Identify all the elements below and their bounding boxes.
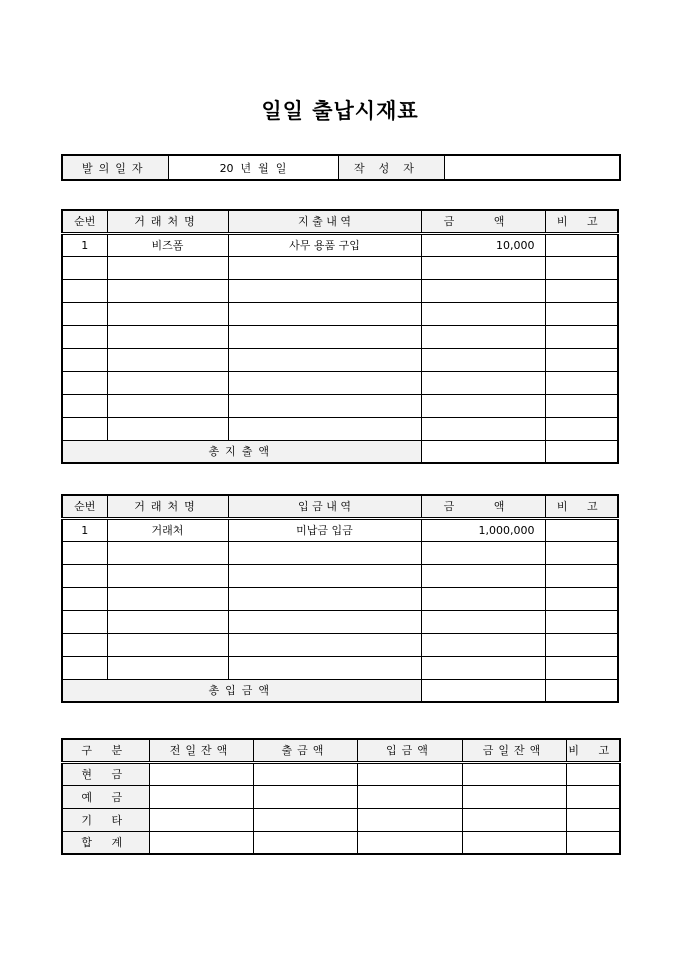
income-cell-desc[interactable] [228, 587, 421, 610]
expense-header-0: 순번 [62, 210, 107, 233]
expense-cell-amount[interactable]: 10,000 [421, 233, 545, 256]
table-row [62, 564, 618, 587]
expense-cell-desc[interactable] [228, 371, 421, 394]
date-label: 발의일자 [62, 155, 168, 180]
expense-cell-amount[interactable] [421, 417, 545, 440]
income-cell-vendor[interactable] [107, 564, 228, 587]
expense-cell-desc[interactable]: 사무 용품 구입 [228, 233, 421, 256]
expense-cell-no[interactable] [62, 302, 107, 325]
expense-cell-note[interactable] [545, 417, 618, 440]
income-cell-vendor[interactable] [107, 633, 228, 656]
balance-cell[interactable] [357, 831, 462, 854]
balance-header-2: 출금액 [253, 739, 357, 762]
table-row [62, 233, 618, 256]
expense-cell-vendor[interactable] [107, 417, 228, 440]
expense-cell-desc[interactable] [228, 417, 421, 440]
income-cell-desc[interactable] [228, 633, 421, 656]
expense-cell-vendor[interactable] [107, 279, 228, 302]
expense-header-1: 거래처명 [107, 210, 228, 233]
income-cell-amount[interactable] [421, 541, 545, 564]
balance-header-5: 비 고 [566, 739, 620, 762]
expense-cell-amount[interactable] [421, 348, 545, 371]
income-cell-note[interactable] [545, 656, 618, 679]
income-table [61, 494, 619, 703]
income-cell-no[interactable] [62, 587, 107, 610]
expense-table [61, 209, 619, 464]
table-row [62, 256, 618, 279]
income-cell-vendor[interactable]: 거래처 [107, 518, 228, 541]
balance-cell[interactable] [462, 808, 566, 831]
expense-cell-amount[interactable] [421, 279, 545, 302]
expense-cell-vendor[interactable] [107, 325, 228, 348]
income-cell-amount[interactable] [421, 610, 545, 633]
table-row [62, 348, 618, 371]
income-cell-amount[interactable] [421, 564, 545, 587]
expense-cell-amount[interactable] [421, 394, 545, 417]
balance-cell[interactable] [566, 785, 620, 808]
income-cell-note[interactable] [545, 541, 618, 564]
balance-cell[interactable] [462, 762, 566, 785]
expense-cell-no[interactable] [62, 256, 107, 279]
expense-cell-no[interactable] [62, 371, 107, 394]
table-row [62, 762, 620, 785]
balance-body [62, 739, 620, 854]
income-cell-desc[interactable] [228, 656, 421, 679]
table-row [62, 656, 618, 679]
income-header-2: 입 금 내 역 [228, 495, 421, 518]
page-title: 일일 출납시재표 [261, 99, 419, 123]
balance-cell[interactable] [149, 831, 253, 854]
expense-cell-desc[interactable] [228, 348, 421, 371]
info-table [61, 154, 621, 181]
balance-cell[interactable] [566, 831, 620, 854]
income-cell-amount[interactable] [421, 633, 545, 656]
income-cell-vendor[interactable] [107, 656, 228, 679]
balance-cell[interactable] [566, 762, 620, 785]
table-row [62, 302, 618, 325]
expense-cell-desc[interactable] [228, 325, 421, 348]
income-cell-no[interactable]: 1 [62, 518, 107, 541]
table-row [62, 371, 618, 394]
expense-cell-note[interactable] [545, 371, 618, 394]
balance-cell[interactable] [149, 785, 253, 808]
income-cell-amount[interactable]: 1,000,000 [421, 518, 545, 541]
expense-header-4: 비 고 [545, 210, 618, 233]
expense-total-note[interactable] [545, 440, 618, 463]
expense-header-row [62, 210, 618, 233]
income-cell-note[interactable] [545, 587, 618, 610]
expense-cell-vendor[interactable] [107, 371, 228, 394]
date-value[interactable]: 20 년 월 일 [168, 155, 338, 180]
expense-total-amount[interactable] [421, 440, 545, 463]
balance-header-0: 구 분 [62, 739, 149, 762]
income-cell-desc[interactable] [228, 610, 421, 633]
balance-row-label: 기 타 [62, 808, 149, 831]
expense-cell-no[interactable] [62, 279, 107, 302]
income-header-3: 금 액 [421, 495, 545, 518]
table-row [62, 541, 618, 564]
balance-cell[interactable] [149, 762, 253, 785]
table-row [62, 518, 618, 541]
expense-cell-note[interactable] [545, 394, 618, 417]
expense-cell-desc[interactable] [228, 279, 421, 302]
income-cell-vendor[interactable] [107, 587, 228, 610]
expense-header-3: 금 액 [421, 210, 545, 233]
author-value[interactable] [444, 155, 620, 180]
table-row [62, 610, 618, 633]
income-cell-amount[interactable] [421, 587, 545, 610]
expense-cell-no[interactable] [62, 417, 107, 440]
balance-cell[interactable] [357, 762, 462, 785]
expense-cell-note[interactable] [545, 256, 618, 279]
expense-cell-vendor[interactable] [107, 394, 228, 417]
expense-cell-note[interactable] [545, 279, 618, 302]
balance-cell[interactable] [462, 785, 566, 808]
expense-cell-amount[interactable] [421, 325, 545, 348]
income-cell-vendor[interactable] [107, 541, 228, 564]
balance-header-row [62, 739, 620, 762]
balance-header-4: 금일잔액 [462, 739, 566, 762]
income-total-note[interactable] [545, 679, 618, 702]
expense-cell-no[interactable] [62, 325, 107, 348]
expense-cell-vendor[interactable] [107, 256, 228, 279]
balance-cell[interactable] [253, 831, 357, 854]
table-row [62, 394, 618, 417]
expense-cell-desc[interactable] [228, 302, 421, 325]
expense-cell-amount[interactable] [421, 256, 545, 279]
balance-cell[interactable] [253, 808, 357, 831]
income-cell-note[interactable] [545, 633, 618, 656]
expense-cell-note[interactable] [545, 233, 618, 256]
expense-cell-vendor[interactable] [107, 348, 228, 371]
table-row [62, 279, 618, 302]
table-row [62, 831, 620, 854]
income-cell-no[interactable] [62, 656, 107, 679]
income-cell-amount[interactable] [421, 656, 545, 679]
expense-cell-desc[interactable] [228, 256, 421, 279]
income-body [62, 495, 618, 702]
expense-cell-note[interactable] [545, 325, 618, 348]
income-cell-no[interactable] [62, 610, 107, 633]
expense-cell-vendor[interactable] [107, 302, 228, 325]
income-total-label: 총입금액 [62, 679, 421, 702]
balance-cell[interactable] [149, 808, 253, 831]
income-cell-desc[interactable] [228, 541, 421, 564]
expense-header-2: 지 출 내 역 [228, 210, 421, 233]
balance-table [61, 738, 621, 855]
expense-total-label: 총지출액 [62, 440, 421, 463]
balance-cell[interactable] [357, 785, 462, 808]
expense-cell-desc[interactable] [228, 394, 421, 417]
expense-cell-amount[interactable] [421, 302, 545, 325]
income-cell-no[interactable] [62, 564, 107, 587]
income-cell-no[interactable] [62, 541, 107, 564]
expense-cell-no[interactable]: 1 [62, 233, 107, 256]
income-total-row [62, 679, 618, 702]
author-label: 작성자 [338, 155, 444, 180]
income-cell-note[interactable] [545, 518, 618, 541]
balance-cell[interactable] [566, 808, 620, 831]
table-row [62, 587, 618, 610]
income-cell-desc[interactable] [228, 564, 421, 587]
balance-header-1: 전일잔액 [149, 739, 253, 762]
balance-header-3: 입금액 [357, 739, 462, 762]
income-header-0: 순번 [62, 495, 107, 518]
expense-total-row [62, 440, 618, 463]
balance-cell[interactable] [253, 785, 357, 808]
table-row [62, 633, 618, 656]
table-row [62, 808, 620, 831]
table-row [62, 325, 618, 348]
expense-cell-amount[interactable] [421, 371, 545, 394]
balance-row-label: 예 금 [62, 785, 149, 808]
balance-row-label: 현 금 [62, 762, 149, 785]
table-row [62, 785, 620, 808]
expense-cell-vendor[interactable]: 비즈폼 [107, 233, 228, 256]
expense-cell-note[interactable] [545, 348, 618, 371]
income-cell-no[interactable] [62, 633, 107, 656]
income-header-row [62, 495, 618, 518]
balance-cell[interactable] [462, 831, 566, 854]
expense-body [62, 210, 618, 463]
income-header-4: 비 고 [545, 495, 618, 518]
expense-cell-note[interactable] [545, 302, 618, 325]
income-cell-vendor[interactable] [107, 610, 228, 633]
income-header-1: 거래처명 [107, 495, 228, 518]
balance-cell[interactable] [253, 762, 357, 785]
income-total-amount[interactable] [421, 679, 545, 702]
income-cell-desc[interactable]: 미납금 입금 [228, 518, 421, 541]
expense-cell-no[interactable] [62, 394, 107, 417]
income-cell-note[interactable] [545, 610, 618, 633]
balance-cell[interactable] [357, 808, 462, 831]
balance-row-label: 합 계 [62, 831, 149, 854]
expense-cell-no[interactable] [62, 348, 107, 371]
table-row [62, 417, 618, 440]
income-cell-note[interactable] [545, 564, 618, 587]
